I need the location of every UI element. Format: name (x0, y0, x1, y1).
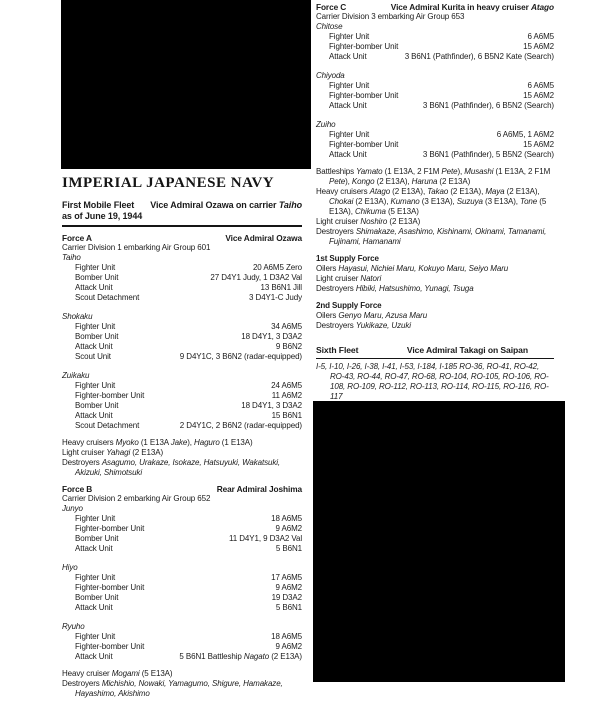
fleet-date: as of June 19, 1944 (62, 211, 143, 221)
ship-name: Shokaku (62, 312, 93, 321)
unit-row (62, 332, 302, 342)
note-line: Light cruiser Yahagi (2 E13A) (62, 448, 164, 457)
fleet-heading-row (62, 200, 302, 211)
unit-label: Fighter Unit (75, 514, 116, 523)
unit-row (62, 411, 302, 421)
unit-row (62, 593, 302, 603)
unit-row (62, 263, 302, 273)
unit-value: 9 A6M2 (275, 642, 302, 651)
ship-name: Hiyo (62, 563, 78, 572)
unit-value: 34 A6M5 (271, 322, 302, 331)
unit-row (62, 544, 302, 554)
ship-block (316, 120, 554, 160)
force-division: Carrier Division 2 embarking Air Group 652 (62, 494, 211, 503)
unit-label: Attack Unit (75, 342, 113, 351)
unit-value: 18 A6M5 (271, 514, 302, 523)
unit-row (316, 81, 554, 91)
unit-value: 27 D4Y1 Judy, 1 D3A2 Val (210, 273, 302, 282)
unit-row (62, 514, 302, 524)
section-divider (62, 225, 302, 227)
ship-name: Zuikaku (62, 371, 90, 380)
unit-label: Fighter Unit (75, 263, 116, 272)
unit-value: 5 B6N1 (275, 544, 302, 553)
unit-value: 17 A6M5 (271, 573, 302, 582)
ship-block (62, 253, 302, 303)
note-line: Heavy cruisers Atago (2 E13A), Takao (2 E13A), Maya (2 E13A), Chokai (2 E13A), Kumano (3 E13A), Suzuya (3 E13A), Tone (5 E13A), Chikuma (5 E13A) (316, 187, 547, 216)
second-supply-force-section (316, 301, 554, 331)
unit-label: Bomber Unit (75, 273, 119, 282)
unit-label: Attack Unit (75, 652, 113, 661)
unit-row (62, 283, 302, 293)
force-commander: Rear Admiral Joshima (216, 484, 302, 494)
ship-name: Chitose (316, 22, 343, 31)
note-line: Battleships Yamato (1 E13A, 2 F1M Pete), Musashi (1 E13A, 2 F1M Pete), Kongo (2 E13A), Haruna (2 E13A) (316, 167, 551, 186)
unit-label: Attack Unit (75, 544, 113, 553)
force-division: Carrier Division 3 embarking Air Group 653 (316, 12, 465, 21)
unit-row (316, 150, 554, 160)
fleet-commander: Vice Admiral Takagi on Saipan (406, 345, 528, 355)
unit-row (62, 534, 302, 544)
force-notes (62, 669, 302, 699)
unit-value: 18 A6M5 (271, 632, 302, 641)
note-line: Destroyers Asagumo, Urakaze, Isokaze, Hatsuyuki, Wakatsuki, Akizuki, Shimotsuki (62, 458, 281, 477)
unit-value: 15 A6M2 (523, 42, 554, 51)
unit-label: Fighter Unit (329, 32, 370, 41)
force-name: Force B (62, 484, 93, 494)
unit-row (62, 421, 302, 431)
unit-label: Attack Unit (329, 150, 367, 159)
unit-label: Fighter Unit (75, 381, 116, 390)
unit-row (62, 652, 302, 662)
unit-label: Fighter-bomber Unit (329, 91, 399, 100)
unit-label: Scout Unit (75, 352, 111, 361)
photo-bottom-right (313, 401, 565, 682)
ship-block (62, 622, 302, 662)
unit-label: Bomber Unit (75, 332, 119, 341)
unit-label: Fighter-bomber Unit (75, 642, 145, 651)
ship-name: Ryuho (62, 622, 85, 631)
unit-value: 5 B6N1 (275, 603, 302, 612)
unit-value: 19 D3A2 (271, 593, 302, 602)
unit-label: Fighter Unit (75, 632, 116, 641)
unit-value: 9 A6M2 (275, 583, 302, 592)
unit-label: Fighter Unit (75, 322, 116, 331)
fleet-name: First Mobile Fleet (62, 200, 135, 210)
unit-row (62, 524, 302, 534)
unit-value: 9 D4Y1C, 3 B6N2 (radar-equipped) (179, 352, 302, 361)
unit-row (316, 101, 554, 111)
submarine-list: I-5, I-10, I-26, I-38, I-41, I-53, I-184, I-185 RO-36, RO-41, RO-42, RO-43, RO-44, RO-47, RO-68, RO-104, RO-105, RO-106, RO-108, RO-109, RO-112, RO-113, RO-114, RO-115, RO-116, RO-117 (316, 362, 549, 401)
note-line: Light cruiser Natori (316, 274, 382, 283)
unit-row (62, 381, 302, 391)
unit-label: Fighter Unit (329, 130, 370, 139)
ship-name: Chiyoda (316, 71, 345, 80)
force-notes (62, 438, 302, 478)
supply-force-heading: 2nd Supply Force (316, 301, 382, 310)
unit-value: 15 A6M2 (523, 140, 554, 149)
supply-force-heading: 1st Supply Force (316, 254, 379, 263)
page-title: IMPERIAL JAPANESE NAVY (62, 175, 275, 191)
unit-row (62, 391, 302, 401)
sixth-fleet-heading (316, 345, 554, 359)
unit-value: 9 A6M2 (275, 524, 302, 533)
fleet-heading (62, 200, 302, 222)
unit-row (316, 140, 554, 150)
unit-value: 15 B6N1 (271, 411, 302, 420)
unit-label: Scout Detachment (75, 421, 140, 430)
ship-name: Taiho (62, 253, 81, 262)
unit-label: Fighter-bomber Unit (329, 42, 399, 51)
unit-row (62, 573, 302, 583)
unit-value: 3 D4Y1-C Judy (249, 293, 302, 302)
ship-block (62, 312, 302, 362)
fleet-commander: Vice Admiral Ozawa on carrier Taiho (150, 200, 302, 210)
force-division: Carrier Division 1 embarking Air Group 601 (62, 243, 211, 252)
unit-value: 6 A6M5, 1 A6M2 (496, 130, 554, 139)
unit-row (62, 352, 302, 362)
force-heading (62, 484, 302, 494)
left-column (62, 174, 302, 699)
photo-top-left (61, 0, 311, 169)
unit-value: 11 D4Y1, 9 D3A2 Val (229, 534, 302, 543)
unit-value: 20 A6M5 Zero (252, 263, 302, 272)
unit-value: 9 B6N2 (275, 342, 302, 351)
unit-row (62, 342, 302, 352)
unit-row (316, 52, 554, 62)
force-a-section (62, 233, 302, 478)
unit-label: Attack Unit (75, 283, 113, 292)
unit-value: 6 A6M5 (527, 32, 554, 41)
force-heading (316, 2, 554, 12)
unit-label: Attack Unit (329, 52, 367, 61)
unit-value: 15 A6M2 (523, 91, 554, 100)
ship-block (62, 371, 302, 431)
force-heading (62, 233, 302, 243)
unit-label: Attack Unit (75, 411, 113, 420)
unit-row (62, 273, 302, 283)
unit-row (316, 130, 554, 140)
ship-name: Junyo (62, 504, 83, 513)
unit-label: Bomber Unit (75, 534, 119, 543)
force-b-section (62, 484, 302, 699)
ship-block (62, 563, 302, 613)
unit-value: 24 A6M5 (271, 381, 302, 390)
unit-row (62, 293, 302, 303)
unit-value: 18 D4Y1, 3 D3A2 (241, 401, 302, 410)
unit-row (62, 642, 302, 652)
unit-row (62, 401, 302, 411)
right-column (316, 2, 554, 402)
unit-value: 18 D4Y1, 3 D3A2 (241, 332, 302, 341)
force-notes (316, 167, 554, 247)
fleet-name: Sixth Fleet (316, 345, 359, 355)
force-c-section (316, 2, 554, 247)
note-line: Heavy cruiser Mogami (5 E13A) (62, 669, 173, 678)
note-line: Light cruiser Noshiro (2 E13A) (316, 217, 421, 226)
note-line: Heavy cruisers Myoko (1 E13A Jake), Haguro (1 E13A) (62, 438, 253, 447)
unit-row (316, 32, 554, 42)
unit-label: Scout Detachment (75, 293, 140, 302)
unit-label: Bomber Unit (75, 401, 119, 410)
ship-block (316, 71, 554, 111)
unit-value: 3 B6N1 (Pathfinder), 6 B5N2 (Search) (422, 101, 554, 110)
unit-row (62, 583, 302, 593)
ship-block (316, 22, 554, 62)
first-supply-force-section (316, 254, 554, 294)
note-line: Oilers Genyo Maru, Azusa Maru (316, 311, 428, 320)
note-line: Destroyers Michishio, Nowaki, Yamagumo, Shigure, Hamakaze, Hayashimo, Akishimo (62, 679, 283, 698)
note-line: Destroyers Hibiki, Hatsushimo, Yunagi, Tsuga (316, 284, 474, 293)
force-name: Force A (62, 233, 92, 243)
unit-label: Fighter-bomber Unit (75, 583, 145, 592)
unit-label: Attack Unit (75, 603, 113, 612)
note-line: Oilers Hayasui, Nichiei Maru, Kokuyo Maru, Seiyo Maru (316, 264, 509, 273)
unit-label: Bomber Unit (75, 593, 119, 602)
unit-value: 5 B6N1 Battleship Nagato (2 E13A) (179, 652, 302, 661)
unit-label: Fighter-bomber Unit (75, 524, 145, 533)
unit-row (62, 322, 302, 332)
force-name: Force C (316, 2, 347, 12)
unit-row (62, 603, 302, 613)
force-commander: Vice Admiral Ozawa (225, 233, 302, 243)
unit-value: 6 A6M5 (527, 81, 554, 90)
unit-label: Fighter Unit (75, 573, 116, 582)
unit-row (316, 91, 554, 101)
unit-value: 3 B6N1 (Pathfinder), 6 B5N2 Kate (Search) (404, 52, 554, 61)
note-line: Destroyers Shimakaze, Asashimo, Kishinami, Okinami, Tamanami, Fujinami, Hamanami (316, 227, 547, 246)
force-commander: Vice Admiral Kurita in heavy cruiser Atago (390, 2, 554, 12)
unit-row (62, 632, 302, 642)
unit-label: Fighter-bomber Unit (75, 391, 145, 400)
unit-value: 13 B6N1 Jill (260, 283, 302, 292)
unit-label: Fighter Unit (329, 81, 370, 90)
unit-value: 3 B6N1 (Pathfinder), 5 B5N2 (Search) (422, 150, 554, 159)
ship-block (62, 504, 302, 554)
unit-row (316, 42, 554, 52)
unit-value: 11 A6M2 (271, 391, 302, 400)
unit-value: 2 D4Y1C, 2 B6N2 (radar-equipped) (179, 421, 302, 430)
unit-label: Attack Unit (329, 101, 367, 110)
note-line: Destroyers Yukikaze, Uzuki (316, 321, 411, 330)
sixth-fleet-section (316, 345, 554, 402)
unit-label: Fighter-bomber Unit (329, 140, 399, 149)
ship-name: Zuiho (316, 120, 336, 129)
